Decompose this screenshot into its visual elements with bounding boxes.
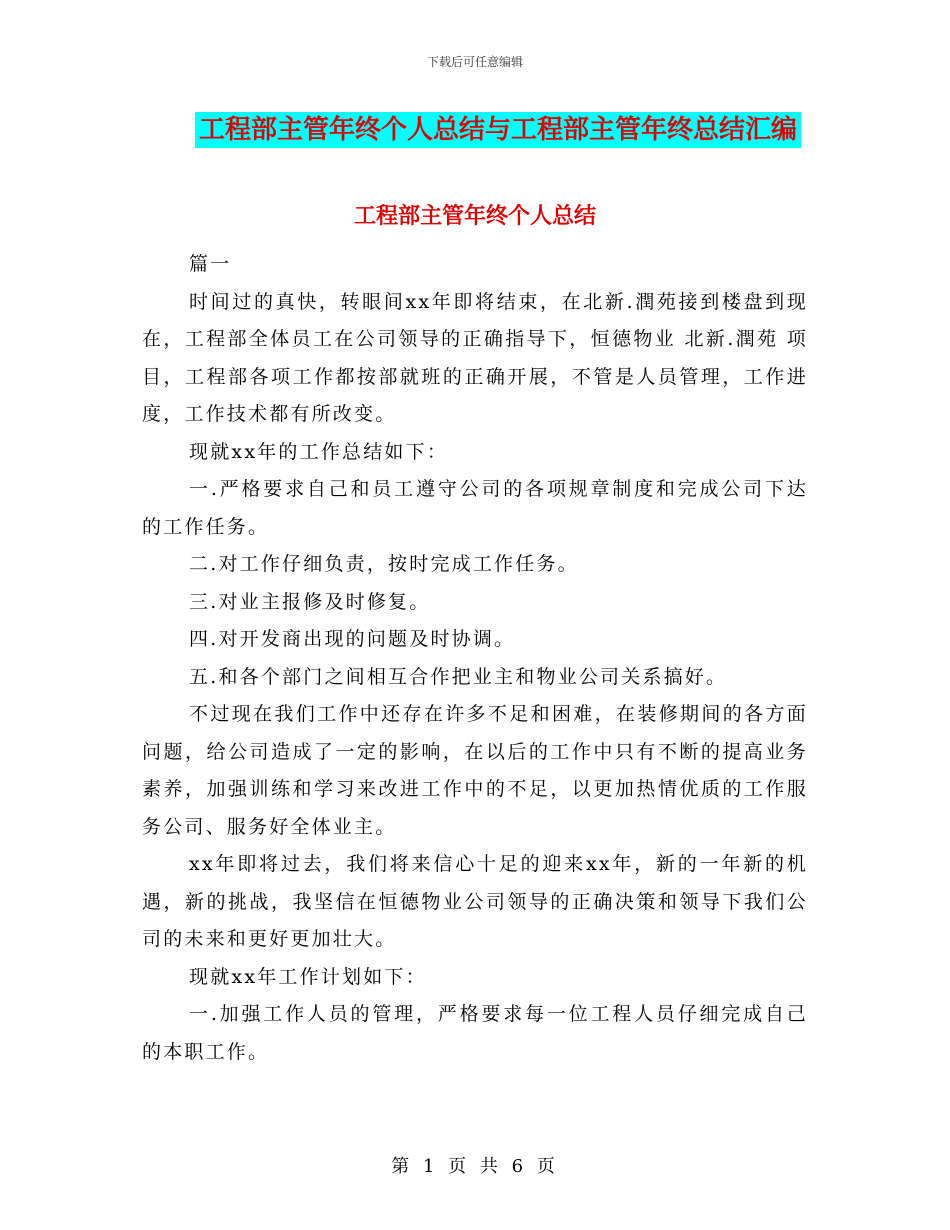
paragraph: 不过现在我们工作中还存在许多不足和困难，在装修期间的各方面问题，给公司造成了一定的影响，在以后的工作中只有不断的提高业务素养，加强训练和学习来改进工作中的不足，以更加热情优质的工作服务公司、服务好全体业主。 bbox=[142, 703, 808, 838]
paragraph: 时间过的真快，转眼间xx年即将结束，在北新.潤苑接到楼盘到现在，工程部全体员工在公司领导的正确指导下，恒德物业 北新.潤苑 项目，工程部各项工作都按部就班的正确开展，不管是人员管理，工作进度，工作技术都有所改变。 bbox=[142, 290, 808, 425]
paragraph: 一.加强工作人员的管理，严格要求每一位工程人员仔细完成自己的本职工作。 bbox=[142, 1003, 808, 1063]
paragraph: 篇一 bbox=[189, 253, 232, 275]
paragraph: 现就xx年的工作总结如下： bbox=[189, 440, 449, 463]
document-body bbox=[142, 246, 808, 1071]
main-title-container bbox=[0, 112, 950, 148]
main-title: 工程部主管年终个人总结与工程部主管年终总结汇编 bbox=[195, 112, 801, 148]
paragraph: xx年即将过去，我们将来信心十足的迎来xx年，新的一年新的机遇，新的挑战，我坚信在恒德物业公司领导的正确决策和领导下我们公司的未来和更好更加壮大。 bbox=[142, 853, 808, 950]
header-note: 下载后可任意编辑 bbox=[426, 55, 523, 69]
paragraph: 三.对业主报修及时修复。 bbox=[189, 590, 431, 613]
paragraph: 五.和各个部门之间相互合作把业主和物业公司关系搞好。 bbox=[189, 665, 728, 688]
section-title: 工程部主管年终个人总结 bbox=[353, 203, 596, 229]
paragraph: 四.对开发商出现的问题及时协调。 bbox=[189, 628, 516, 650]
paragraph: 一.严格要求自己和员工遵守公司的各项规章制度和完成公司下达的工作任务。 bbox=[142, 478, 808, 538]
paragraph: 二.对工作仔细负责，按时完成工作任务。 bbox=[189, 553, 579, 575]
page-number: 第 1 页 共 6 页 bbox=[391, 1156, 559, 1177]
paragraph: 现就xx年工作计划如下： bbox=[189, 965, 427, 988]
